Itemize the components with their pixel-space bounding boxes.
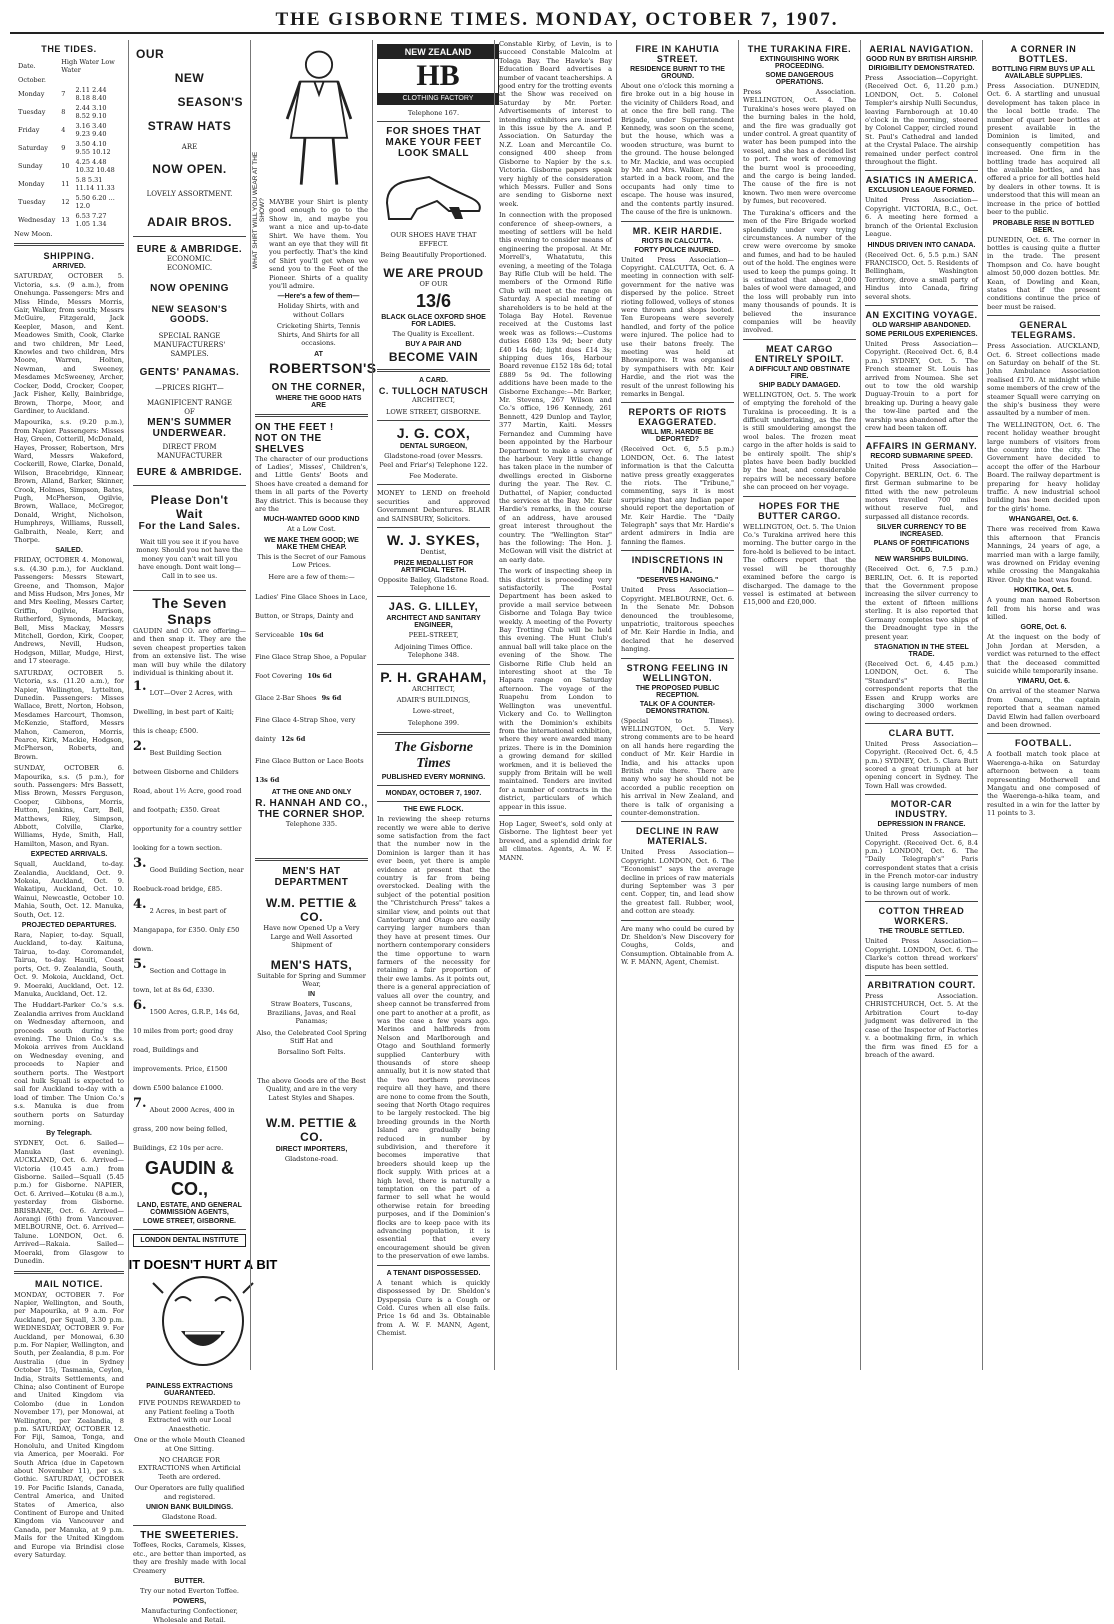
- ad-line: ON THE FEET !: [255, 421, 334, 433]
- article-text: Press Association. CHRISTCHURCH, Oct. 5. At the Arbitration Court to-day judgment was delivered in the case of the Inspector of Factories v. a bootmaking firm, in which the firm was fined £5 for a breach of the award.: [865, 992, 978, 1059]
- departures-heading: PROJECTED DEPARTURES.: [21, 922, 117, 930]
- departures-text: Rara, Napier, to-day. Squall, Auckland, to-day. Kaituna, Tairua, to-day. Coromandel, Tairua, to-day. Hauiti, Coast ports, Oct. 9. Zealandia, South, Oct. 9. Mokoia, Auckland, Oct. 9. Moeraki, Auckland, Oct. 12. Manuka, Auckland, Oct. 12.: [14, 931, 124, 998]
- ad-line: WE MAKE THEM GOOD; WE MAKE THEM CHEAP.: [264, 536, 359, 551]
- telegraph-text: SYDNEY, Oct. 6. Sailed—Manuka (last evening). AUCKLAND, Oct. 6. Arrived—Victoria (10.45 a.m.) from Gisborne. Sailed—Squall (5.45 p.m.) for Gisborne. NAPIER, Oct. 6. Arrived—Kotuku (8 a.m.), yesterday from Gisborne. BRISBANE, Oct. 6. Arrived—Aorangi (6th) from Vancouver. MELBOURNE, Oct. 6. Arrived—Talune. LONDON, Oct. 6. Arrived—Rakaia. Sailed—Moeraki, from Glasgow to Dunedin.: [14, 1139, 124, 1266]
- columns: [10, 40, 1104, 1624]
- article-heading: STRONG FEELING IN WELLINGTON.: [626, 662, 729, 683]
- tides-header-row: Date. High Water Low Water: [18, 58, 115, 74]
- table-row: October.: [18, 76, 46, 84]
- ad-line: OUR: [136, 47, 165, 61]
- divider: [987, 315, 1100, 316]
- expected-text: Squall, Auckland, to-day. Zealandia, Auckland, Oct. 9. Mokoia, Auckland, Oct. 9. Wakatipu, Auckland, Oct. 10. Wainui, Newcastle, October 10. Mahia, South, Oct. 12. Manuka, South, Oct. 12.: [14, 860, 124, 919]
- robertson-name: ROBERTSON'S: [269, 359, 377, 376]
- article-subheading: HINDUS DRIVEN INTO CANADA.: [867, 241, 976, 249]
- article-heading: DECLINE IN RAW MATERIALS.: [636, 826, 719, 847]
- column-shipping: [10, 40, 128, 1560]
- article-heading: THE TURAKINA FIRE.: [747, 44, 852, 54]
- card-heading: A CARD.: [419, 377, 448, 385]
- local-news-intro: Constable Kirby, of Levin, is to succeed Constable Malcolm at Tolaga Bay. The Hawke's Bay Education Board advertises a number of vacant teacherships. A good entry for the trotting events at the Show was received on Saturday by Mr. Porter. Advertisements of interest to intending exhibitors are inserted in this issue by the A. and P. Association. On Saturday the N.Z. Loan and Mercantile Co. consigned 400 sheep from Gisborne to Napier by the s.s. Victoria. Gisborne papers speak very highly of the consideration which Messrs. Fuller and Sons are sending to Gisborne next week.: [499, 40, 612, 208]
- ad-line: DIRECT FROM MANUFACTURER: [156, 443, 223, 460]
- list-item: 5. Section and Cottage in town, let at 8s 6d, £330.: [133, 957, 227, 995]
- ad-line: ARE: [181, 143, 198, 151]
- article-text: The WELLINGTON, Oct. 6. The recent holiday weather brought large numbers of visitors from the country into the city. The Government have decided to accept the offer of the Harbour Board. The railway department is preparing for heavy holiday traffic. A new industrial school building has been decided upon for the girls' home.: [987, 420, 1100, 513]
- article-heading: REPORTS OF RIOTS EXAGGERATED.: [628, 407, 727, 428]
- article-subheading: GORE, Oct. 6.: [1020, 624, 1067, 632]
- divider: [865, 901, 978, 902]
- ad-line: WHERE THE GOOD HATS ARE: [275, 394, 362, 409]
- article-subheading: WHANGAREI, Oct. 6.: [1008, 516, 1079, 524]
- list-item: Glace 2-Bar Shoes 9s 6d: [255, 693, 342, 702]
- arrived-text-2: Mapourika, s.s. (9.20 p.m.), from Napier. Passengers: Misses Hay, Green, Cotterill, McDonald, Hayes, Prosser, Robertson, Mrs Ward, Messrs Wakeford, Cockerill, Rowe, Clarke, Donald, Wilson, Bracebridge, Kinnear, Brown, Alland, Barker, Skinner, Crook, Holmes, Simpson, Bates, Pugh, McPherson, Ogilvie, Brown, Wallace, McGregor, Donald, Wright, Nicholson, Humphreys, Williams, Russell, Galbraith, Neale, Kerr, and Thorpe.: [14, 418, 124, 544]
- article-subheading: DEPRESSION IN FRANCE.: [877, 821, 966, 829]
- article-subheading: STAGNATION IN THE STEEL TRADE.: [874, 643, 969, 658]
- article-heading: AFFAIRS IN GERMANY.: [865, 441, 978, 452]
- article-text: United Press Association—Copyright. (Received Oct. 6, 4.5 p.m.) SYDNEY, Oct. 5. Clara Butt scored a great triumph at her opening concert in Sydney. The Town Hall was crowded.: [865, 739, 978, 790]
- divider: [865, 436, 978, 437]
- table-row: Saturday 9 3.50 4.10 9.55 10.12: [18, 140, 111, 156]
- ad-line: The Seven Snaps: [152, 595, 227, 628]
- tenant-text: A tenant which is quickly dispossessed by Dr. Sheldon's Dyspepsia Cure is a Cough or Cold. Cures when all else fails. Price 1s 6d and 3s. Obtainable from A. W. F. MANN, Agent, Chemist.: [377, 1278, 490, 1338]
- article-text: Press Association—Copyright. (Received Oct. 6, 11.20 p.m.) LONDON, Oct. 5. Colonel Templer's airship Nulli Secundus, leaving Farnborough at 10.40 o'clock in the morning, steered by Colonel Capper, circled round St. Paul's Cathedral and landed at the Crystal Palace. The airship remained under perfect control throughout the flight.: [865, 74, 978, 167]
- article-text: Press Association. DUNEDIN, Oct. 6. A startling and unusual development has taken place in the local bottle trade. The number of quart beer bottles at present available in the Dominion is limited, and consequently competition has increased. One firm in the bottling trade has acquired all the available bottles, and has offered a price for all bottles held by dealers in other towns. It is understood that this will mean an increase in the price of bottled beer to the public.: [987, 82, 1100, 217]
- table-row: Monday 11 5.8 5.31 11.14 11.33: [18, 176, 115, 192]
- divider: [377, 484, 490, 485]
- ad-line: NOT ON THE SHELVES: [255, 432, 322, 455]
- column-ads-2: [250, 40, 377, 1370]
- divider: [499, 815, 612, 816]
- article-subheading: HOKITIKA, Oct. 5.: [1013, 587, 1074, 595]
- ad-line: This is the Secret of our Famous Low Prices.: [257, 552, 366, 570]
- article-text: United Press Association—Copyright. LONDON, Oct. 6. The "Economist" says the average decline in prices of raw materials during September was 3 per cent. Copper, tin, and lead show the greatest fall. Rubber, wool, and cotton are steady.: [621, 848, 734, 916]
- article-subheading: FORTY POLICE INJURED.: [634, 246, 721, 254]
- article-heading: FOOTBALL.: [1015, 738, 1072, 749]
- article-subheading: THE PROPOSED PUBLIC RECEPTION.: [635, 684, 720, 699]
- divider: [621, 821, 734, 822]
- list-item: Fine Glace Button or Lace Boots 13s 6d: [255, 756, 364, 784]
- adair-ad: [133, 44, 246, 232]
- ad-line: EURE & AMBRIDGE.: [136, 467, 243, 478]
- list-item: 4. 2 Acres, in best part of Mangapapa, for £350. Only £50 down.: [133, 897, 240, 954]
- ad-text: One or the whole Mouth Cleaned at One Sitting.: [133, 1436, 246, 1453]
- divider: [14, 243, 124, 246]
- card-lilley: JAS. G. LILLEY, ARCHITECT AND SANITARY ENGINEER, PEEL-STREET, Adjoining Times Office. Telephone 348.: [386, 601, 481, 660]
- column-ads-3: [372, 40, 494, 1370]
- ad-line: WE ARE PROUD: [383, 265, 484, 280]
- article-subheading: YIMARU, Oct. 6.: [1017, 678, 1070, 686]
- ad-line: MUCH-WANTED GOOD KIND: [263, 516, 360, 524]
- ad-line: Telephone 335.: [285, 819, 338, 828]
- card-graham: P. H. GRAHAM, ARCHITECT, ADAIR'S BUILDINGS, Lowe-street, Telephone 399.: [380, 668, 487, 727]
- ad-line: THE SWEETERIES.: [140, 1530, 239, 1542]
- article-subheading: SHIP BADLY DAMAGED.: [758, 381, 841, 389]
- article-subheading: GOOD RUN BY BRITISH AIRSHIP.: [865, 56, 978, 63]
- article-heading: MOTOR-CAR INDUSTRY.: [890, 799, 953, 820]
- article-subheading: SILVER CURRENCY TO BE INCREASED.: [876, 524, 967, 539]
- article-heading: MEAT CARGO ENTIRELY SPOILT.: [755, 343, 844, 364]
- article-subheading: SOME PERILOUS EXPERIENCES.: [865, 330, 978, 338]
- ad-line: STRAW HATS: [147, 119, 232, 133]
- card-cox: J. G. COX, DENTAL SURGEON, Gladstone-road (over Messrs. Peel and Friar's) Telephone 122. Fee Moderate.: [379, 425, 488, 481]
- telegraph-heading: By Telegraph.: [46, 1130, 92, 1138]
- ad-line: AT THE ONE AND ONLY: [271, 788, 352, 796]
- article-subheading: PROBABLE RISE IN BOTTLED BEER.: [992, 219, 1095, 234]
- ad-line: SEASON'S: [177, 95, 243, 109]
- article-heading: AERIAL NAVIGATION.: [869, 44, 974, 54]
- tides-table: [14, 56, 124, 230]
- ad-line: ADAIR BROS.: [147, 215, 232, 229]
- ad-line: NEW: [174, 71, 205, 85]
- divider: [377, 732, 490, 735]
- ad-line: BECOME VAIN: [388, 350, 479, 365]
- article-text: United Press Association—Copyright. (Received Oct. 6, 8.4 p.m.) LONDON, Oct. 6. The "Daily Telegraph's" Paris correspondent states that a crisis in the French motor-car industry is causing large numbers of men to be thrown out of work.: [865, 830, 978, 898]
- article-heading: COTTON THREAD WORKERS.: [878, 906, 965, 927]
- ad-text: The character of our productions of Ladies', Misses', Children's, and Little Gents' Boots and Shoes have created a demand for them in all parts of the Poverty Bay district. This is because they are the: [255, 454, 368, 513]
- article-subheading: WILL MR. HARDIE BE DEPORTED?: [641, 429, 714, 444]
- masthead: [10, 8, 1104, 34]
- divider: [377, 1265, 490, 1266]
- seven-snaps-ad: [133, 595, 246, 1225]
- ad-line: Here are a few of them:—: [268, 572, 355, 581]
- ad-line: OUR SHOES HAVE THAT EFFECT.: [390, 231, 477, 248]
- ad-text: Have now Opened Up a Very Large and Well Assorted Shipment of: [263, 924, 360, 950]
- ad-text: Try our noted Everton Toffee.: [140, 1586, 239, 1595]
- table-row: Monday 7 2.11 2.44 8.18 8.40: [18, 86, 107, 102]
- divider: [865, 794, 978, 795]
- divider: [133, 1525, 246, 1526]
- ad-line: BLACK GLACE OXFORD SHOE FOR LADIES.: [381, 314, 486, 329]
- ad-line: GENTS' PANAMAS.: [139, 367, 240, 378]
- ad-text: MAYBE your Shirt is plenty good enough to go to the Show in, and maybe you want a nice and up-to-date Shirt. We have them. You want an eye that they will fit you perfectly. That's the kind of Shirt you'll get when we send you to the Feet of the Pioneer. Shirts of a quality you'll admire.: [269, 198, 368, 291]
- eure-ambridge-ad: [133, 241, 246, 481]
- table-row: Sunday 10 4.25 4.48 10.32 10.48: [18, 158, 115, 174]
- dental-ad: [128, 1234, 278, 1521]
- column-news-local: [494, 40, 616, 1370]
- list-item: 6. 1500 Acres, G.R.P., 14s 6d, 10 miles from port; good dray road, Buildings and improvements. Price, £1500 down £500 balance £1000.: [133, 998, 240, 1093]
- paper-name: The Gisborne Times: [394, 740, 473, 772]
- article-text: United Press Association—Copyright. CALCUTTA, Oct. 6. A meeting in connection with self-government for the native was dispersed by the police. Street rioting followed, volleys of stones were thrown and shops looted. Ten Europeans were severely handled, and forty of the police were injured. The police had to use their batons freely. The meeting was held at Bhowanipore. It was organised by sympathisers with Mr. Keir Hardie, and the riot was the result of the unrest following his remarks in Bengal.: [621, 255, 734, 398]
- ad-slogan: IT DOESN'T HURT A BIT: [128, 1257, 278, 1273]
- article-text: On arrival of the steamer Narwa from Oamaru, the captain reported that a seaman named David Elwin had fallen overboard and been drowned.: [987, 687, 1100, 729]
- article-text: A football match took place at Waerenga-a-hika on Saturday afternoon between a team representing Motherwell and Mangatu and one composed of the Waerenga-a-hika team, and resulted in a win for the latter by 11 points to 3.: [987, 750, 1100, 818]
- article-text: United Press Association—Copyright. MELBOURNE, Oct. 6. In the Senate Mr. Dobson denounced the troublesome, unpatriotic, traitorous speeches of Mr. Keir Hardie in India, and declared that he deserved hanging.: [621, 586, 734, 654]
- ad-line: W.M. PETTIE & CO.: [265, 1116, 358, 1145]
- ad-line: PAINLESS EXTRACTIONS GUARANTEED.: [146, 1383, 233, 1398]
- article-text: A young man named Robertson fell from his horse and was killed.: [987, 596, 1100, 621]
- divider: [621, 920, 734, 921]
- article-subheading: RIOTS IN CALCUTTA.: [641, 237, 714, 245]
- ad-line: ON THE CORNER,: [271, 381, 366, 393]
- ad-line: MEN'S SUMMER: [147, 417, 232, 428]
- ad-line: EURE & AMBRIDGE.: [136, 244, 243, 255]
- issue-date: MONDAY, OCTOBER 7, 1907.: [385, 790, 482, 798]
- article-heading: ARBITRATION COURT.: [867, 980, 976, 991]
- local-news-foot: Hop Lager, Sweet's, sold only at Gisborne. The lightest beer yet brewed, and a splendid drink for all climates. Agents, A. W. F. MANN.: [499, 819, 612, 862]
- divider: [377, 785, 490, 786]
- ad-line: —PRICES RIGHT—: [155, 384, 224, 392]
- masthead-title: THE GISBORNE TIMES. MONDAY, OCTOBER 7, 1907.: [275, 9, 839, 30]
- mail-heading: MAIL NOTICE.: [34, 1278, 104, 1289]
- ad-line: For the Land Sales.: [138, 521, 241, 532]
- expected-heading: EXPECTED ARRIVALS.: [30, 851, 108, 859]
- article-heading: A CORNER IN BOTTLES.: [1010, 44, 1077, 64]
- newspaper-page: [10, 0, 1104, 1624]
- article-text: The Turakina's officers and the men of the Fire Brigade worked splendidly under very trying circumstances. A number of the crew were overcome by smoke and fumes, and had to be hauled out of the hold. The engines were used to keep the pumps going. It is estimated that about 2,000 bales of wool were damaged, and the loss will probably run into many thousands of pounds. It is believed the insurance companies will be heavily involved.: [743, 208, 856, 335]
- ad-line: AT: [314, 350, 323, 358]
- article-text: Press Association. AUCKLAND, Oct. 6. Street collections made on Saturday on behalf of the St. John Ambulance Association realised £170. At midnight while some members of the crew of the steamer Squall were carrying on the ship's business they were assaulted by a number of men.: [987, 342, 1100, 418]
- divider: [987, 733, 1100, 734]
- article-text: (Received Oct. 6, 5.5 p.m.) SAN FRANCISCO, Oct. 5. Residents of Bellingham, Washington Territory, drove a small party of Hindus into Canada, firing several shots.: [865, 250, 978, 301]
- shipping-notes: The Huddart-Parker Co.'s s.s. Zealandia arrives from Auckland on Wednesday afternoon, and proceeds south during the evening. The Union Co.'s s.s. Mokoia arrives from Auckland on Wednesday evening, and proceeds to Napier and southern ports. The Westport coal hulk Squall is expected to sail for Auckland to-day with a load of timber. The Union Co.'s s.s. Manuka is due from southern ports on Saturday morning.: [14, 1001, 124, 1127]
- robertson-ad: [269, 44, 377, 409]
- pettie-ad: [255, 866, 368, 1163]
- ad-line: BUY A PAIR AND: [405, 341, 462, 349]
- ad-line: SPECIAL RANGE: [158, 332, 221, 340]
- article-subheading: "DESERVES HANGING.": [636, 577, 719, 585]
- article-text: Press Association. WELLINGTON, Oct. 4. The Turakina's hoses were played on the burning bales in the hold, and the fire was gradually got under control. A great quantity of water has been pumped into the vessel, and she has a decided list to port. The work of removing the burnt wool is proceeding, and the cargo is being landed. The cause of the fire is not known. Two men were overcome by fumes, but recovered.: [743, 88, 856, 206]
- table-row: Friday 4 3.16 3.40 9.23 9.40: [18, 122, 107, 138]
- sweeteries-ad: [133, 1530, 246, 1624]
- sailed-text: FRIDAY, OCTOBER 4. Monowai, s.s. (4.30 p.m.), for Auckland. Passengers: Messrs Stewart, Greene, and Thomson, Major and Miss Hudson, Mrs Jones, Mr and Mrs Keeling, Messrs Carter, Griffin, Ogilvie, Harrison, Rutherford, Symonds, Mackay, Bell, Miss Mackay, Messrs Mitchell, Gordon, Kirk, Cooper, Andrews, Nevill, Hudson, Hodgson, Millar, Mudge, Hirst, and 17 steerage.: [14, 556, 124, 666]
- ad-line: At a Low Cost.: [287, 525, 336, 534]
- ad-line: POWERS,: [172, 1598, 207, 1606]
- article-text: WELLINGTON, Oct. 5. The Union Co.'s Turakina arrived here this morning. The butter cargo in the fore-hold is believed to be intact. The officers report that the vessel will be thoroughly examined before the cargo is discharged. The damage to the vessel is estimated at between £15,000 and £20,000.: [743, 522, 856, 607]
- divider: [255, 858, 368, 861]
- article-text: United Press Association—Copyright. LONDON, Oct. 6. The Clarke's cotton thread workers' dispute has been settled.: [865, 937, 978, 971]
- ad-line: —Here's a few of them—: [277, 293, 360, 301]
- article-text: There was received from Kawa this afternoon that Francis Mannings, 24 years of age, a married man with a large family, was drowned on Friday evening while crossing the Mangakahia River. Only the boat was found.: [987, 525, 1100, 584]
- ad-text: NO CHARGE FOR EXTRACTIONS when Artificial Teeth are ordered.: [138, 1455, 241, 1481]
- ad-line: LONDON DENTAL INSTITUTE: [133, 1234, 246, 1247]
- list-item: 7. About 2000 Acres, 400 in grass, 200 now being felled, Buildings, £2 10s per acre.: [133, 1096, 235, 1153]
- article-subheading: PLANS OF FORTIFICATIONS SOLD.: [873, 540, 970, 555]
- shipping-heading: SHIPPING.: [43, 251, 95, 262]
- divider: [377, 596, 490, 597]
- ad-line: Please Don't Wait: [150, 493, 229, 521]
- article-heading: AN EXCITING VOYAGE.: [865, 309, 978, 320]
- ad-line: ECONOMIC.: [166, 264, 213, 272]
- article-text: (Received Oct. 6, 7.5 p.m.) BERLIN, Oct. 6. It is reported that the Government propose increasing the silver currency to the extent of fifteen millions sterling. It is also reported that Germany completes two ships of the Dreadnought type in the present year.: [865, 565, 978, 641]
- ad-line: W.M. PETTIE & CO.: [265, 896, 358, 925]
- editorial-heading: THE EWE FLOCK.: [403, 806, 464, 814]
- ad-text: Holiday Shirts, with and without Collars: [277, 302, 360, 319]
- card-money: MONEY to LEND on freehold securities and approved Government Debentures. BLAIR and SAINSBURY, Solicitors.: [377, 489, 490, 523]
- table-row: Wednesday 13 6.53 7.27 1.05 1.34: [18, 212, 107, 228]
- divider: [621, 402, 734, 403]
- land-sales-ad: [133, 490, 246, 586]
- ad-line: Suitable for Spring and Summer Wear,: [257, 971, 366, 988]
- article-heading: FIRE IN KAHUTIA STREET.: [635, 44, 720, 64]
- list-item: 1. LOT—Over 2 Acres, with Dwelling, in best part of Kaiti; this is cheap; £500.: [133, 679, 235, 736]
- local-news-body-2: The work of inspecting sheep in this district is proceeding very satisfactorily. The Postal Department has been asked to provide a mail service between Gisborne and Tolaga Bay twice weekly. A meeting of the Poverty Bay Trotting Club will be held this evening. The Hunt Club's annual ball will take place on the evening of the Show. The Gisborne Rifle Club held an interesting shoot at the Te Hapara range on Saturday afternoon. The voyage of the Ruapehu from London to Wellington was uneventful. Vickery and Co. to Wellington with the Dominion's exhibits from the international exhibition, where they were awarded many prizes. There is in the Dominion a growing demand for skilled workmen, and it is believed the supply from Britain will be well maintained. Tenders are invited for a number of contracts in the district, particulars of which appear in this issue.: [499, 567, 612, 811]
- list-item: Ladies' Fine Glace Shoes in Lace, Button, or Straps, Dainty and Serviceable 10s 6d: [255, 592, 368, 639]
- article-heading: HOPES FOR THE BUTTER CARGO.: [758, 500, 841, 521]
- ad-line: UNION BANK BUILDINGS.: [145, 1503, 234, 1511]
- article-subheading: SOME DANGEROUS OPERATIONS.: [765, 72, 834, 86]
- table-row: Tuesday 12 5.50 6.20 ... 12.0: [18, 194, 115, 210]
- article-subheading: NEW WARSHIPS BUILDING.: [874, 556, 969, 564]
- tides-note: New Moon.: [14, 230, 53, 238]
- divider: [133, 1229, 246, 1230]
- hb-clothing-logo: NEW ZEALAND HB CLOTHING FACTORY: [377, 44, 499, 105]
- sailed-heading: SAILED.: [55, 547, 83, 555]
- ad-line: LOWE STREET, GISBORNE.: [143, 1218, 236, 1226]
- ad-line: OF: [184, 408, 195, 416]
- ad-text: Wait till you see it if you have money. Should you not have the money you can't wait till you have enough. Dont wait long—Call in to see us.: [136, 538, 243, 580]
- article-heading: GENERAL TELEGRAMS.: [1010, 320, 1076, 341]
- article-heading: MR. KEIR HARDIE.: [632, 225, 723, 236]
- ad-line: MANUFACTURERS' SAMPLES.: [153, 341, 226, 358]
- ad-line: OF OUR: [419, 279, 448, 288]
- ad-line: LAND, ESTATE, AND GENERAL COMMISSION AGENTS,: [137, 1202, 242, 1217]
- list-item: 3. Good Building Section, near Roebuck-road bridge, £85.: [133, 856, 244, 894]
- article-subheading: THE TROUBLE SETTLED.: [878, 928, 965, 936]
- article-subheading: EXCLUSION LEAGUE FORMED.: [868, 187, 975, 195]
- tides-heading: THE TIDES.: [41, 44, 97, 54]
- divider: [377, 527, 490, 528]
- article-text: Are many who could be cured by Dr. Sheldon's New Discovery for Coughs, Colds, and Consumption. Obtainable from A. W. F. MANN, Agent, Chemist.: [621, 924, 734, 967]
- column-cables: [860, 40, 982, 1370]
- ad-text: Cricketing Shirts, Tennis Shirts, And Shirts for all occasions.: [276, 322, 361, 348]
- ad-text: The above Goods are of the Best Quality, and are in the very Latest Styles and Shapes.: [257, 1076, 366, 1102]
- sailed-text-2: SATURDAY, OCTOBER 5. Victoria, s.s. (11.20 a.m.), for Napier, Wellington, Lyttelton, Dunedin. Passengers: Misses Wallace, Brett, Norton, Hobson, Mesdames Harcourt, Thomson, McKenzie, Stafford, Messrs Mahon, Cameron, Morris, Pearce, Kirk, Mackie, Hodgson, McPherson, Roberts, and Brown.: [14, 668, 124, 761]
- divider: [133, 485, 246, 486]
- ad-line: MAGNIFICENT RANGE: [147, 399, 232, 407]
- list-item: Fine Glace Strap Shoe, a Popular Foot Covering 10s 6d: [255, 652, 367, 680]
- ad-text: Straw Boaters, Tuscans, Brazilians, Javas, and Real Panamas;: [267, 1000, 356, 1026]
- ad-line: DIRECT IMPORTERS,: [275, 1146, 348, 1154]
- published-line: PUBLISHED EVERY MORNING.: [381, 774, 486, 782]
- card-sykes: W. J. SYKES, Dentist, PRIZE MEDALLIST FOR ARTIFICIAL TEETH. Opposite Bailey, Gladstone Road. Telephone 16.: [378, 532, 489, 592]
- ad-line: MEN'S HATS,: [270, 957, 353, 972]
- article-subheading: BOTTLING FIRM BUYS UP ALL AVAILABLE SUPPLIES.: [991, 66, 1096, 80]
- arrived-heading: ARRIVED.: [52, 263, 86, 271]
- ad-line: MEN'S HAT DEPARTMENT: [274, 866, 349, 889]
- divider: [14, 1271, 124, 1274]
- ad-text: Manufacturing Confectioner, Wholesale and Retail.: [141, 1607, 238, 1624]
- ad-text: Borsalino Soft Felts.: [277, 1048, 346, 1057]
- article-text: United Press Association—Copyright. BERLIN, Oct. 6. The first German submarine to be fitted with the new petroleum motors travelled 700 miles without reserve fuel, and surpassed all distance records.: [865, 462, 978, 521]
- ad-line: Gladstone Road.: [162, 1512, 217, 1521]
- article-text: At the inquest on the body of John Jordan at Mersden, a verdict was returned to the effect that the deceased committed suicide while temporarily insane.: [987, 633, 1100, 675]
- article-text: United Press Association—Copyright. (Received Oct. 6, 8.4 p.m.) SYDNEY, Oct. 5. The French steamer St. Louis has arrived from Noumea. She set out to tow the old warship Duguay-Trouin to a port for breaking up. During a heavy gale the tow-line parted and the warship was abandoned after the crew had been taken off.: [865, 339, 978, 432]
- ad-line: Telephone 167.: [407, 109, 460, 117]
- ad-line: ECONOMIC.: [166, 255, 213, 263]
- divider: [255, 414, 368, 417]
- column-news-3: [738, 40, 860, 1370]
- ad-line: NEW SEASON'S GOODS.: [151, 304, 228, 324]
- divider: [621, 221, 734, 222]
- article-text: (Received Oct. 6, 5.5 p.m.) LONDON, Oct. 6. The latest information is that the Calcutta native press greatly exaggerates the riots. The "Tribune," commenting, says it is most surprising that any Indian paper should report the deportation of Mr. Keir Hardie. The "Daily Telegraph" says that Mr. Hardie's ardent admirers in India are fanning the flames.: [621, 445, 734, 546]
- list-item: Fine Glace 4-Strap Shoe, very dainty 12s 6d: [255, 715, 356, 743]
- shoe-ad: [377, 126, 490, 364]
- article-subheading: DIRIGIBILITY DEMONSTRATED.: [868, 65, 975, 72]
- article-heading: CLARA BUTT.: [888, 727, 955, 738]
- ad-line: LOVELY ASSORTMENT.: [146, 190, 233, 198]
- article-subheading: A DIFFICULT AND OBSTINATE FIRE.: [748, 365, 851, 380]
- ad-line: FOR SHOES THAT MAKE YOUR FEET LOOK SMALL: [385, 126, 482, 160]
- article-text: DUNEDIN, Oct. 6. The corner in bottles is causing quite a flutter in the trade. The present Thompson and Co. have bought almost 50,000 dozen bottles. Mr. Kean, of Dowling and Kean, states that if the present conditions continue the price of beer must be raised.: [987, 235, 1100, 311]
- ad-line: R. HANNAH AND CO.,: [255, 797, 368, 809]
- divider: [133, 590, 246, 591]
- article-text: United Press Association—Copyright. VICTORIA, B.C., Oct. 6. A meeting here formed a branch of the Oriental Exclusion League.: [865, 196, 978, 239]
- article-subheading: RECORD SUBMARINE SPEED.: [870, 453, 973, 461]
- ad-line: The Quality is Excellent.: [392, 330, 475, 339]
- column-news-2: [616, 40, 738, 1370]
- ad-text: Also, the Celebrated Cool Spring Stiff Hat and: [256, 1028, 367, 1046]
- divider: [865, 170, 978, 171]
- shirt-vertical-slogan: WHAT SHIRT WILL YOU WEAR AT THE SHOW?: [252, 151, 266, 269]
- divider: [621, 550, 734, 551]
- ad-text: Our Operators are fully qualified and registered.: [134, 1484, 245, 1501]
- ad-line: UNDERWEAR.: [152, 428, 227, 439]
- divider: [133, 236, 246, 237]
- ad-line: NOW OPEN.: [152, 162, 227, 176]
- divider: [865, 723, 978, 724]
- ad-line: BUTTER.: [174, 1577, 205, 1585]
- article-heading: ASIATICS IN AMERICA.: [865, 175, 978, 186]
- mail-text: MONDAY, OCTOBER 7. For Napier, Wellington, and South, per Mapourika, at 9 a.m. For Auckland, per Squall, 3.30 p.m. WEDNESDAY, OCTOBER 9. For Auckland, per Monowai, 6.30 p.m. For Napier, Wellington, and South, per Zealandia, 8 p.m. For Australia (due in Sydney October 15), Tasmania, Ceylon, India, Straits Settlements, and China; also Continent of Europe and United Kingdom via Colombo (due in London November 17), per Monowai, at Wellington, per Zealandia, 8 p.m. SATURDAY, OCTOBER 12. For Fiji, Samoa, Tonga, and Honolulu, and United Kingdom via America, per Moeraki. For South Africa (due in Capetown about November 11), per s.s. Gothic. SATURDAY, OCTOBER 19. For Pacific Islands, Canada, Central America, and United States of America, also Continent of Europe and United Kingdom via Vancouver and Canada, per Manuka, at 9 p.m. Mails for the United Kingdom and Europe via Brindisi close every Saturday.: [14, 1290, 124, 1560]
- hannah-ad: [255, 422, 368, 829]
- local-news-body: In connection with the proposed conference of sheep-owners, a meeting of settlers will be held this evening to consider means of engineering the proposal. At Mr. Morrell's, Whatatutu, this evening, a meeting of the Tolaga Bay Rifle Club will be held. The members of the Ormond Rifle Club will meet at the range on Saturday. A special meeting of shareholders is to be held at the Tolaga Bay Hotel. Revenue received at the Customs last week was as follows:—Customs duties £680 13s 9d; beer duty £40 14s 6d; light dues £14 3s; shipping dues 16s, Harbour Board revenue £152 18s 6d; total £889 5s 9d. The following additions have been made to the Gisborne Exchange:—Mr. Barker, Mr. Stevens, 267 Wilson and Co.'s office, 196 Kennedy, 261 Bennett, 429 Dunlop and Taylor, 377 Martin, Kaiti. Messrs Fernandez and Cumming have been appointed by the Harbour Department to make a survey of the harbour. Very little change has taken place in the number of dwellings erected in Gisborne during the year. The Rev. C. Duthattel, of Napier, conducted the services at the Bay. Mr. Keir Hardie's remarks, in the course of an address, have aroused great interest throughout the country. The "Wellington Star" has the following: The Hon. J. McGowan will visit the district at an early date.: [499, 211, 612, 564]
- column-telegrams: [982, 40, 1104, 1370]
- divider: [865, 975, 978, 976]
- divider: [377, 664, 490, 665]
- divider: [377, 420, 490, 421]
- sailed-text-3: SUNDAY, OCTOBER 6. Mapourika, s.s. (5 p.m.), for south. Passengers: Mrs Bassett, Miss Brown, Messrs Ferguson, Cooper, Gibbons, Morris, Hutton, Jenkins, Carr, Bell, Matthews, Riley, Simpson, Abbott, Colville, Clarke, Williams, Hyde, Smith, Hall, Hamilton, Mason, and Ryan.: [14, 764, 124, 848]
- gaudin-name: GAUDIN & CO.,: [145, 1158, 234, 1200]
- article-subheading: TALK OF A COUNTER-DEMONSTRATION.: [639, 700, 716, 715]
- price-13-6: 13/6: [415, 291, 452, 312]
- article-text: (Received Oct. 6, 4.45 p.m.) LONDON, Oct. 6. The "Standard's" Berlin correspondent reports that the Essen and Krupp works are discharging 3000 workmen owing to decreased orders.: [865, 659, 978, 719]
- card-natusch: C. TULLOCH NATUSCH ARCHITECT, LOWE STREET, GISBORNE.: [378, 386, 489, 416]
- article-text: About one o'clock this morning a fire broke out in a big house in the vicinity of Childers Road, and at once the fire bell rang. The Brigade, under Superintendent Kennedy, was soon on the scene, but the house, which was a wooden structure, was burnt to the ground. The house belonged to Mr. Mackie, and was occupied by Mr. and Mrs. Walker. The fire started in a back room, and the occupants had only time to escape. The house was insured, and the contents partly insured. The cause of the fire is unknown.: [621, 82, 734, 217]
- divider: [743, 496, 856, 497]
- table-row: Tuesday 8 2.44 3.10 8.52 9.10: [18, 104, 107, 120]
- ad-text: Toffees, Rocks, Caramels, Kisses, etc., are better than imported, as they are freshly made with local Creamery: [133, 1541, 246, 1575]
- ad-line: NOW OPENING: [150, 283, 229, 294]
- divider: [621, 658, 734, 659]
- arrived-text: SATURDAY, OCTOBER 5. Victoria, s.s. (9 a.m.), from Onehunga. Passengers: Mrs and Miss Hinde, Messrs Morris, Gair, Walker, from south; Messrs McGuire, Fitzgerald, Jack Keepler, Mason, and Kent. Meadowes Smith, Cook, Clarke and two children, Mr Leed, Knowles and two children, Mrs Moore, Warren, Holten, Newman, and Sweeney, Mesdames McSweeney, Archer, Cocker, Dodd, Crocker, Cooper, Jack Fisher, Kelly, Bainbridge, Brown, Thorpe, Moor, and Gardiner, to Auckland.: [14, 272, 124, 415]
- list-item: 2. Best Building Section between Gisborne and Childers Road, about 1½ Acre, good road and footpath; £350. Great opportunity for a country settler looking for a town section.: [133, 739, 242, 853]
- article-heading: INDISCRETIONS IN INDIA.: [631, 555, 724, 576]
- article-subheading: OLD WARSHIP ABANDONED.: [872, 321, 971, 329]
- ad-line: Being Beautifully Proportioned.: [380, 251, 487, 260]
- editorial-text: In reviewing the sheep returns recently we were able to derive some satisfaction from the fact that the number now in the Dominion is larger than it has ever been, yet there is ample evidence at present that the country is far from being overstocked. Dealing with the subject of the potential position the "Christchurch Press" takes a similar view, and points out that Canterbury and Otago are easily carrying larger numbers than they have at present times. Our northern contemporary considers the time opportune to warn farmers of the necessity for retaining a fair proportion of their ewe lambs. As it points out, there is a general appreciation of values all over the country, and sheep cannot be transferred from one part to another at a profit, as was the case a few years ago. Merinos and halfbreds from Nelson and Marlborough and Otago and Southland formerly supplied Canterbury with thousands of store sheep annually, but it is now stated that the two northern provinces require all they have, and there are none to come from the South, seeing that North Otago requires to be largely restocked. The big breeding grounds in the North Island are gradually being reduced in number by subdivision, and therefore it becomes imperative that breeders should keep up the flock supply. With prices at a high level, there is naturally a temptation on the part of a farmer to sell what he would otherwise retain for breeding purposes, and if the Dominion's flocks are to keep pace with its advancing population, it is essential that every encouragement should be given to the preservation of ewe lambs.: [377, 815, 490, 1261]
- divider: [743, 339, 856, 340]
- ad-line: Gladstone-road.: [284, 1155, 339, 1164]
- divider: [865, 305, 978, 306]
- article-subheading: EXTINGUISHING WORK PROCEEDING.: [759, 56, 840, 70]
- divider: [377, 801, 490, 802]
- article-text: (Special to Times). WELLINGTON, Oct. 5. Very strong comments are to be heard on all hands here regarding the conduct of Mr. Keir Hardie in India, and his attacks upon British rule there. There are many who say he should not be accorded a public reception on his arrival in New Zealand, and there is talk of organising a counter-demonstration.: [621, 716, 734, 817]
- ad-line: THE CORNER SHOP.: [258, 808, 365, 820]
- shirt-man-icon: [271, 44, 367, 194]
- ad-line: IN: [308, 991, 315, 999]
- divider: [377, 121, 490, 122]
- divider: [377, 369, 490, 372]
- ad-text: FIVE POUNDS REWARDED to any Patient feeling a Tooth Extracted with our Local Anaesthetic.: [138, 1399, 241, 1433]
- ad-text: GAUDIN and CO. are offering—and then snap it. They are the seven cheapest properties taken from an extensive list. The wise man will buy while the dilatory individual is thinking about it.: [133, 627, 246, 678]
- shoe-icon: [379, 163, 489, 223]
- article-subheading: RESIDENCE BURNT TO THE GROUND.: [630, 66, 725, 80]
- article-text: WELLINGTON, Oct. 5. The work of emptying the forehold of the Turakina is proceeding. It is a difficult undertaking, as the fire is still smouldering amongst the wool bales. The frozen meat cargo in the after holds is said to be entirely spoilt. The ship's plates have been badly buckled by the heat, and considerable repairs will be necessary before she can proceed on her voyage.: [743, 390, 856, 492]
- tenant-heading: A TENANT DISPOSSESSED.: [386, 1269, 481, 1277]
